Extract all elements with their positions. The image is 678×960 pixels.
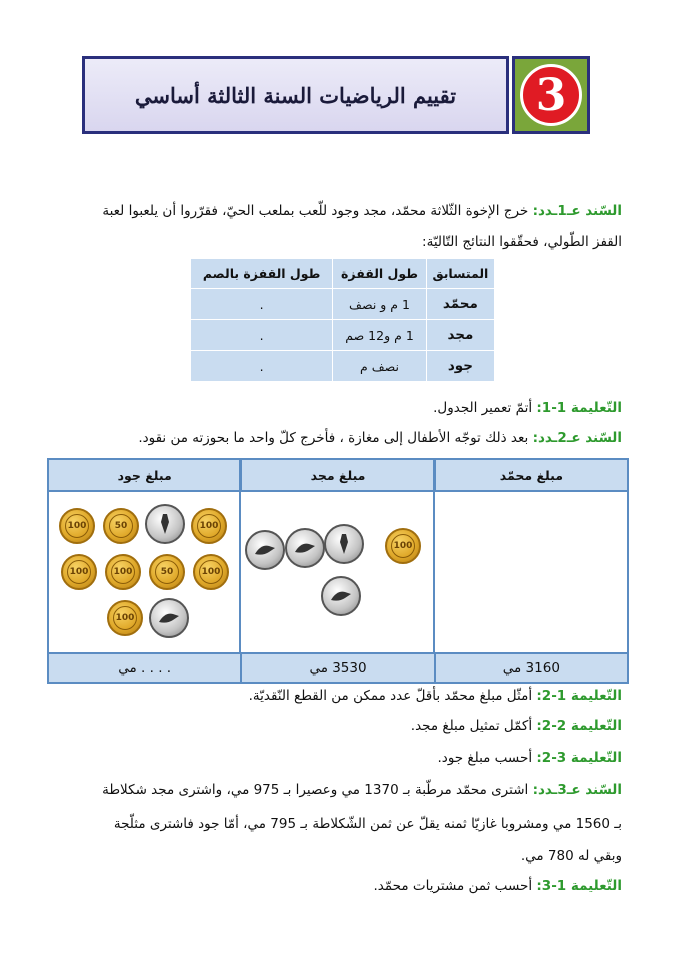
table-row	[191, 351, 495, 382]
instruction-text: أمثّل مبلغ محمّد بأقلّ عدد ممكن من القطع النّقديّة.	[248, 688, 537, 704]
money-header-majd: مبلغ مجد	[242, 460, 435, 490]
table-row	[191, 289, 495, 320]
support-1-line-2	[40, 232, 622, 252]
support-3-line-2	[40, 814, 622, 834]
support-3-text-2: بـ 1560 مي ومشروبا غازيّا ثمنه يقلّ عن ثمن الشّكلاطة بـ 795 مي، أمّا جود فاشترى مثلّجة	[113, 816, 622, 832]
support-2-label: السّند عـ2ـدد:	[532, 430, 622, 446]
coin-silver	[149, 598, 189, 638]
money-header-joud: مبلغ جود	[49, 460, 242, 490]
t1-jump: نصف م	[333, 351, 427, 382]
money-table	[47, 458, 629, 684]
instruction-text: أحسب ثمن مشتريات محمّد.	[373, 878, 537, 894]
t1-header: طول القفزة	[333, 259, 427, 289]
support-1-text-1: خرج الإخوة الثّلاثة محمّد، مجد وجود للّعب بملعب الحيّ، فقرّروا أن يلعبوا لعبة	[102, 203, 533, 219]
support-2-text: بعد ذلك توجّه الأطفال إلى مغازة ، فأخرج كلّ واحد ما بحوزته من نقود.	[138, 430, 533, 446]
coin-silver	[321, 576, 361, 616]
t1-name: محمّد	[426, 289, 494, 320]
support-3-text-1: اشترى محمّد مرطّبة بـ 1370 مي وعصيرا بـ 975 مي، واشترى مجد شكلاطة	[102, 782, 533, 798]
instruction-1-1	[40, 398, 622, 418]
t1-cm-blank[interactable]: .	[191, 351, 333, 382]
instruction-label: التّعليمة 3-2:	[536, 750, 622, 766]
instruction-text: أتمّ تعمير الجدول.	[433, 400, 537, 416]
t1-header: طول القفزة بالصم	[191, 259, 333, 289]
instruction-text: أحسب مبلغ جود.	[437, 750, 537, 766]
coin-gold-100: 100	[105, 554, 141, 590]
number-badge	[512, 56, 590, 134]
instruction-2-2	[40, 716, 622, 736]
t1-cm-blank[interactable]: .	[191, 289, 333, 320]
instruction-text: أكمّل تمثيل مبلغ مجد.	[410, 718, 537, 734]
coin-gold-100: 100	[191, 508, 227, 544]
amount-majd: 3530 مي	[242, 654, 435, 682]
coin-gold-100: 100	[61, 554, 97, 590]
jump-results-table	[190, 258, 495, 382]
number-circle: 3	[520, 64, 582, 126]
coin-silver	[285, 528, 325, 568]
amount-mohamed: 3160 مي	[502, 660, 560, 676]
table-row	[191, 320, 495, 351]
instruction-1-3	[40, 876, 622, 896]
coin-silver	[145, 504, 185, 544]
t1-cm-blank[interactable]: .	[191, 320, 333, 351]
instruction-label: التّعليمة 1-3:	[536, 878, 622, 894]
coin-silver	[245, 530, 285, 570]
column-divider	[433, 460, 435, 682]
money-table-header	[49, 460, 627, 492]
support-3-text-3: وبقي له 780 مي.	[520, 848, 622, 864]
t1-header: المتسابق	[426, 259, 494, 289]
support-3-line-1	[40, 780, 622, 800]
coin-silver	[324, 524, 364, 564]
t1-name: جود	[426, 351, 494, 382]
money-table-footer	[49, 652, 627, 682]
instruction-3-2	[40, 748, 622, 768]
instruction-label: التّعليمة 1-1:	[536, 400, 622, 416]
coin-gold-100: 100	[59, 508, 95, 544]
support-3-label: السّند عـ3ـدد:	[532, 782, 622, 798]
support-1-text-2: القفز الطّولي، فحقّقوا النتائج التّاليّة:	[422, 234, 622, 250]
instruction-1-2	[40, 686, 622, 706]
money-header-mohamed: مبلغ محمّد	[499, 467, 563, 483]
page-title: تقييم الرياضيات السنة الثالثة أساسي	[134, 82, 457, 108]
instruction-label: التّعليمة 2-2:	[536, 718, 622, 734]
amount-joud-blank[interactable]: . . . . مي	[49, 654, 242, 682]
instruction-label: التّعليمة 1-2:	[536, 688, 622, 704]
coin-gold-100: 100	[385, 528, 421, 564]
coin-gold-50: 50	[149, 554, 185, 590]
t1-jump: 1 م و12 صم	[333, 320, 427, 351]
support-1-line-1	[40, 201, 622, 221]
t1-jump: 1 م و نصف	[333, 289, 427, 320]
coin-gold-100: 100	[107, 600, 143, 636]
support-3-line-3	[40, 846, 622, 866]
coin-gold-50: 50	[103, 508, 139, 544]
column-divider	[239, 460, 241, 682]
support-1-label: السّند عـ1ـدد:	[532, 203, 622, 219]
title-banner	[82, 56, 509, 134]
support-2	[40, 428, 622, 448]
coin-gold-100: 100	[193, 554, 229, 590]
t1-name: مجد	[426, 320, 494, 351]
